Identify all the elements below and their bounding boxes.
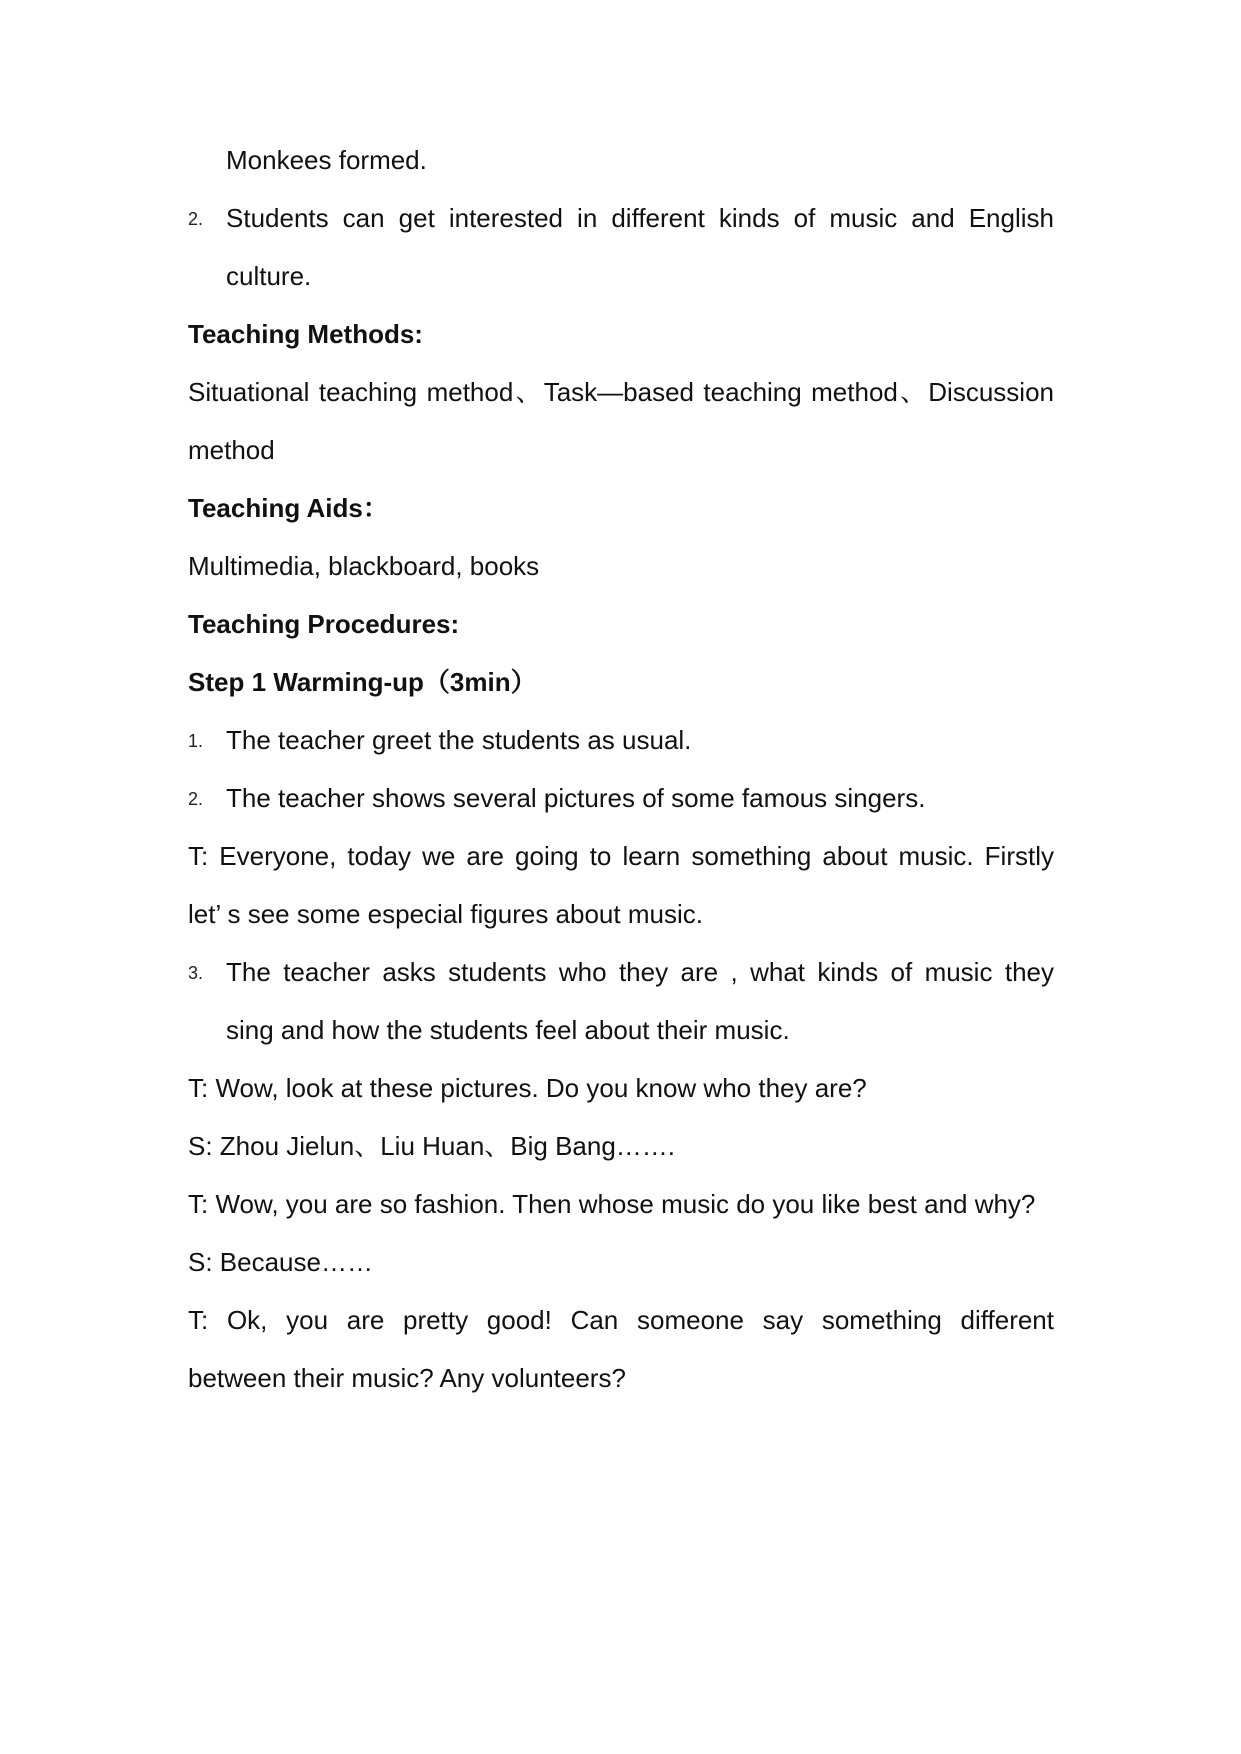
methods-line-2: method [188, 435, 275, 465]
dialogue-line: T: Ok, you are pretty good! Can someone say something different [188, 1305, 1054, 1335]
section-heading-procedures: Teaching Procedures: [188, 609, 460, 639]
aids-text: Multimedia, blackboard, books [188, 551, 540, 581]
section-heading-methods: Teaching Methods: [188, 319, 423, 349]
objective-item-2-line-1: Students can get interested in different kinds of music and English [226, 203, 1054, 233]
procedure-item-1: The teacher greet the students as usual. [226, 725, 692, 755]
list-number: 2. [188, 789, 204, 809]
document-page [188, 0, 1054, 1754]
objective-item-2-line-2: culture. [226, 261, 312, 291]
list-number: 3. [188, 963, 204, 983]
procedure-item-2: The teacher shows several pictures of some famous singers. [226, 783, 926, 813]
objective-continuation: Monkees formed. [226, 145, 427, 175]
dialogue-line: T: Wow, you are so fashion. Then whose music do you like best and why? [188, 1189, 1036, 1219]
section-heading-aids: Teaching Aids： [188, 493, 389, 523]
dialogue-line: T: Wow, look at these pictures. Do you know who they are? [188, 1073, 867, 1103]
dialogue-line: between their music? Any volunteers? [188, 1363, 626, 1393]
teacher-line-1: T: Everyone, today we are going to learn something about music. Firstly [188, 841, 1054, 871]
list-number: 1. [188, 731, 204, 751]
procedure-item-3-line-2: sing and how the students feel about their music. [226, 1015, 790, 1045]
procedure-item-3-line-1: The teacher asks students who they are , what kinds of music they [226, 957, 1054, 987]
step-1-heading: Step 1 Warming-up（3min） [188, 667, 537, 697]
list-number: 2. [188, 209, 204, 229]
teacher-line-2: let’ s see some especial figures about music. [188, 899, 703, 929]
dialogue-line: S: Zhou Jielun、Liu Huan、Big Bang……. [188, 1131, 676, 1161]
dialogue-line: S: Because…… [188, 1247, 373, 1277]
methods-line-1: Situational teaching method、Task—based teaching method、Discussion [188, 377, 1054, 407]
